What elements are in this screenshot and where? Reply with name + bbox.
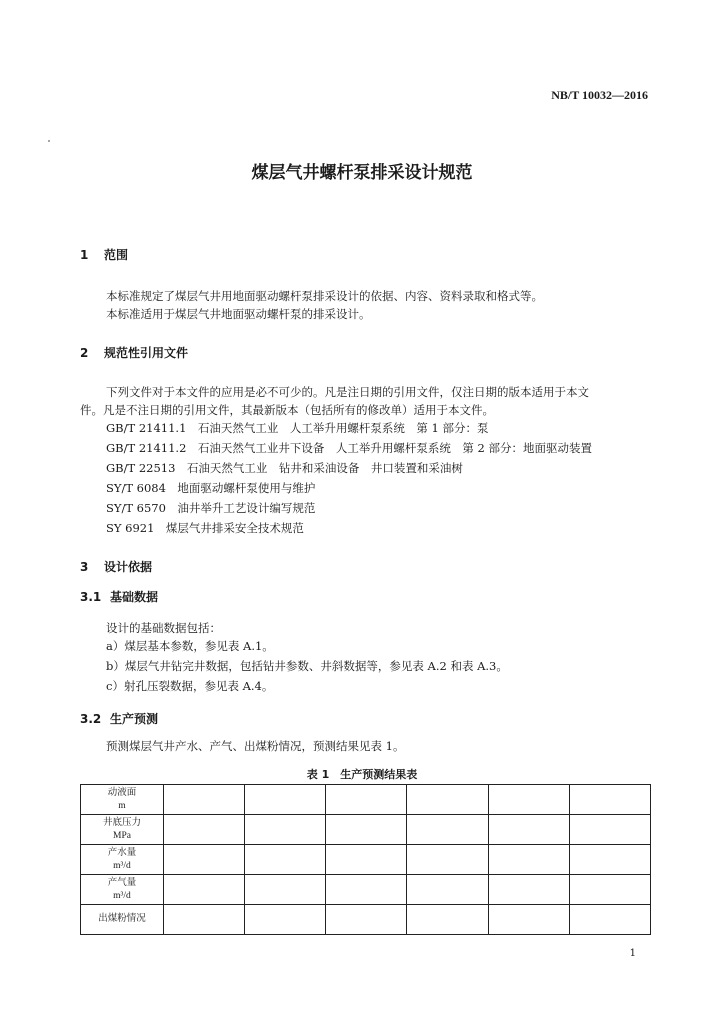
empty-cell [488, 785, 569, 815]
row-unit: m³/d [113, 860, 131, 871]
table-title: 表 1 生产预测结果表 [306, 768, 418, 781]
paragraph: 件。凡是不注日期的引用文件，其最新版本（包括所有的修改单）适用于本文件。 [80, 403, 494, 417]
empty-cell [245, 785, 326, 815]
subsection-title: 生产预测 [110, 712, 159, 726]
row-header-cell [81, 875, 164, 905]
empty-cell [245, 845, 326, 875]
row-label: 产气量 [107, 877, 137, 889]
page-number: 1 [629, 948, 636, 959]
empty-cell [164, 905, 245, 935]
reference-item: GB/T 21411.2 石油天然气工业井下设备 人工举升用螺杆泵系统 第 2 部分：地面驱动装置 [106, 441, 593, 455]
empty-cell [407, 815, 488, 845]
empty-cell [326, 875, 407, 905]
list-item: a）煤层基本参数，参见表 A.1。 [106, 639, 274, 653]
table-row [81, 905, 651, 935]
empty-cell [245, 875, 326, 905]
row-header-cell [81, 785, 164, 815]
list-item: c）射孔压裂数据，参见表 A.4。 [106, 679, 274, 693]
empty-cell [407, 785, 488, 815]
empty-cell [569, 845, 650, 875]
row-header-cell [81, 815, 164, 845]
empty-cell [326, 815, 407, 845]
list-item: b）煤层气井钻完井数据，包括钻井参数、井斜数据等，参见表 A.2 和表 A.3。 [106, 659, 508, 673]
empty-cell [569, 875, 650, 905]
row-label: 井底压力 [102, 817, 141, 829]
empty-cell [164, 785, 245, 815]
row-label: 动液面 [107, 787, 137, 799]
empty-cell [164, 875, 245, 905]
empty-cell [407, 905, 488, 935]
reference-item: SY 6921 煤层气井排采安全技术规范 [106, 521, 304, 535]
table-row [81, 875, 651, 905]
row-unit: m [118, 800, 126, 811]
empty-cell [488, 905, 569, 935]
section-number: 2 [80, 346, 89, 360]
subsection-number: 3.2 [80, 712, 102, 726]
empty-cell [245, 815, 326, 845]
section-3-heading [80, 558, 152, 575]
section-title: 规范性引用文件 [104, 346, 189, 360]
subsection-title: 基础数据 [110, 590, 159, 604]
row-label: 出煤粉情况 [98, 913, 146, 925]
empty-cell [407, 875, 488, 905]
subsection-3-1-heading [80, 588, 158, 605]
standard-code: NB/T 10032—2016 [551, 88, 648, 102]
paragraph: 设计的基础数据包括： [106, 621, 221, 635]
paragraph: 本标准规定了煤层气井用地面驱动螺杆泵排采设计的依据、内容、资料录取和格式等。 [106, 289, 543, 303]
reference-item: SY/T 6570 油井举升工艺设计编写规范 [106, 501, 316, 515]
subsection-3-2-heading [80, 710, 158, 727]
section-2-heading [80, 344, 188, 361]
table-row [81, 815, 651, 845]
empty-cell [326, 845, 407, 875]
document-title: 煤层气井螺杆泵排采设计规范 [251, 163, 473, 183]
row-header-cell [81, 905, 164, 935]
paragraph: 本标准适用于煤层气井地面驱动螺杆泵的排采设计。 [106, 307, 371, 321]
empty-cell [569, 815, 650, 845]
table-row [81, 785, 651, 815]
empty-cell [164, 815, 245, 845]
production-forecast-table [80, 784, 651, 935]
reference-item: SY/T 6084 地面驱动螺杆泵使用与维护 [106, 481, 316, 495]
empty-cell [326, 785, 407, 815]
empty-cell [488, 875, 569, 905]
row-unit: m³/d [113, 890, 131, 901]
paragraph: 下列文件对于本文件的应用是必不可少的。凡是注日期的引用文件，仅注日期的版本适用于本文 [106, 385, 589, 399]
section-title: 范围 [104, 248, 129, 262]
empty-cell [326, 905, 407, 935]
empty-cell [164, 845, 245, 875]
row-unit: MPa [113, 830, 131, 841]
empty-cell [569, 785, 650, 815]
section-1-heading [80, 246, 128, 263]
section-number: 1 [80, 248, 89, 262]
section-number: 3 [80, 560, 89, 574]
empty-cell [569, 905, 650, 935]
row-label: 产水量 [107, 847, 137, 859]
empty-cell [488, 815, 569, 845]
reference-item: GB/T 22513 石油天然气工业 钻井和采油设备 井口装置和采油树 [106, 461, 463, 475]
reference-item: GB/T 21411.1 石油天然气工业 人工举升用螺杆泵系统 第 1 部分：泵 [106, 421, 489, 435]
subsection-number: 3.1 [80, 590, 102, 604]
paragraph: 预测煤层气井产水、产气、出煤粉情况，预测结果见表 1。 [106, 739, 405, 753]
table-row [81, 845, 651, 875]
scan-speck [48, 140, 50, 142]
empty-cell [488, 845, 569, 875]
row-header-cell [81, 845, 164, 875]
empty-cell [245, 905, 326, 935]
section-title: 设计依据 [104, 560, 153, 574]
empty-cell [407, 845, 488, 875]
